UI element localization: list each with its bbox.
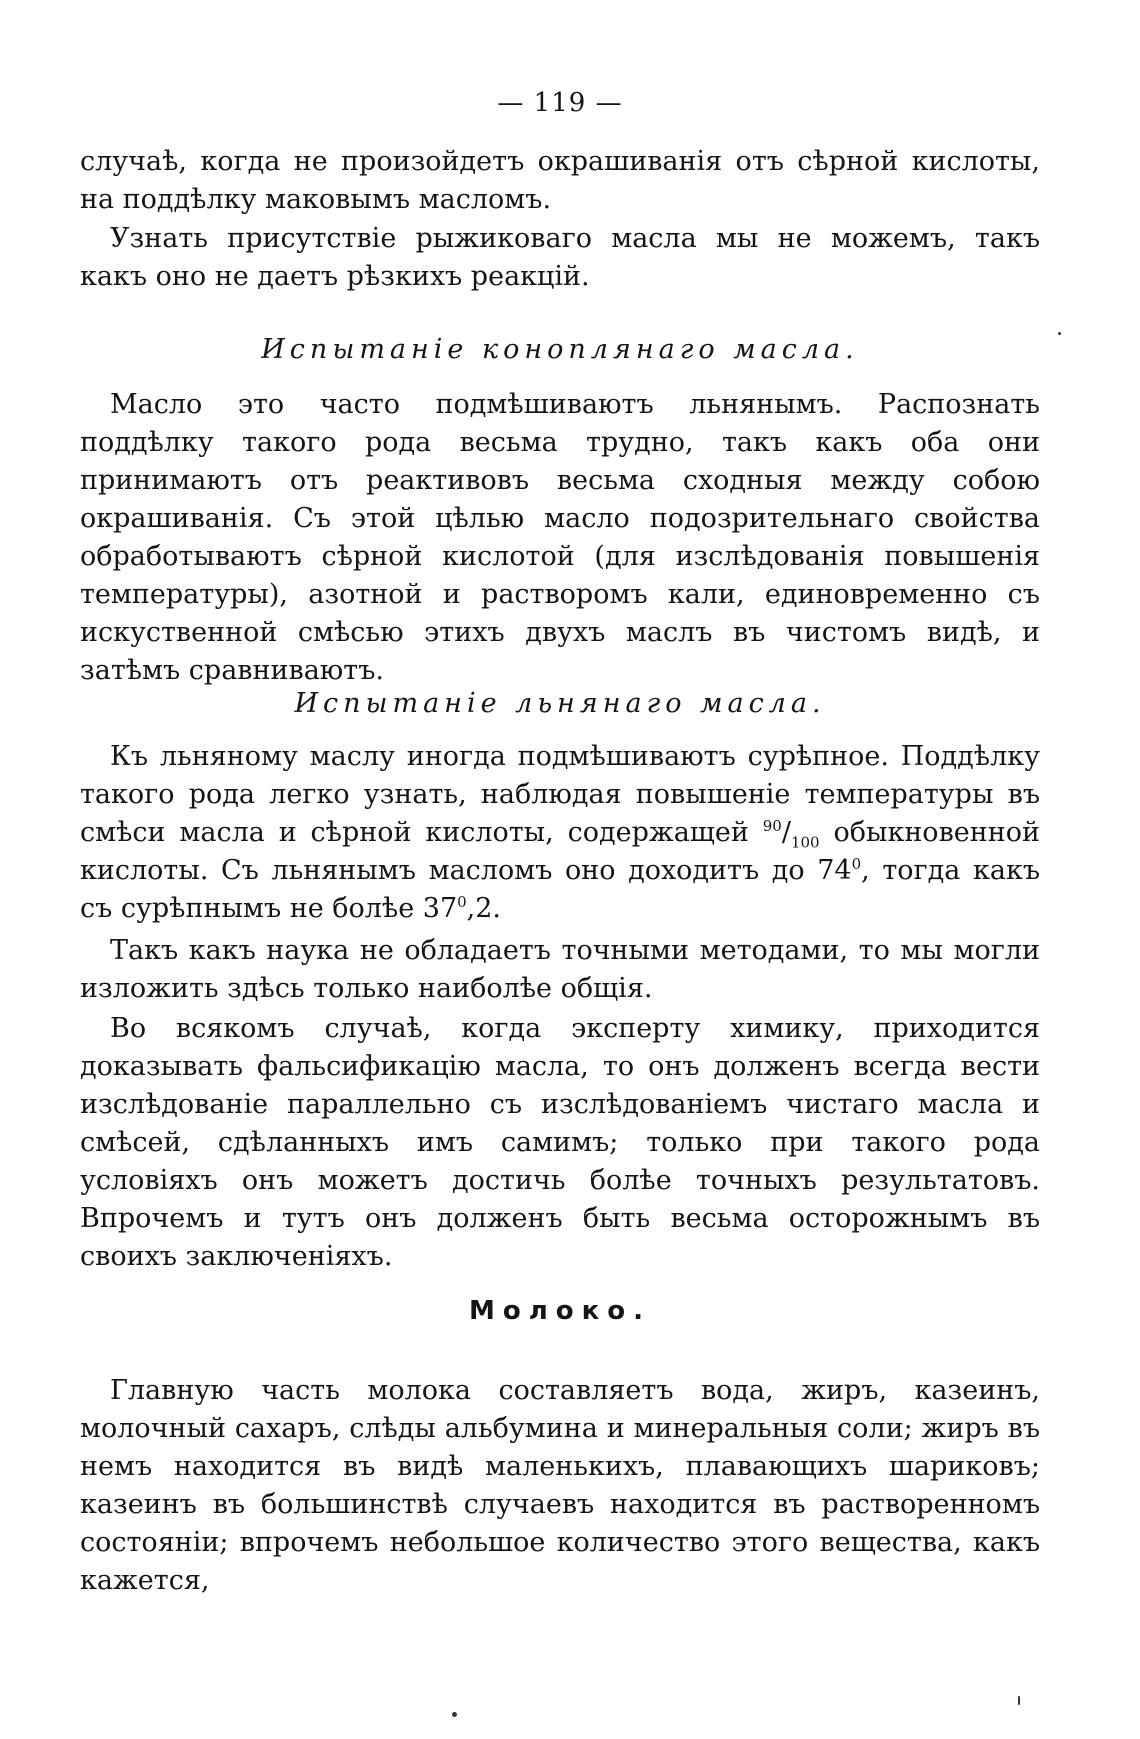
paragraph-text: Узнать присутствіе рыжиковаго масла мы не можемъ, такъ какъ оно не даетъ рѣзкихъ реакцій. [80,223,1040,292]
paragraph-text: Къ льняному маслу иногда подмѣшиваютъ сурѣпное. Поддѣлку такого рода легко узнать, наблюдая повышеніе температуры въ смѣси масла и сѣрной кислоты, содержащей $^{90}/_{100}$ обыкновенной кислоты. Съ льнянымъ масломъ оно доходитъ до $74^0$, тогда какъ съ сурѣпнымъ не болѣе $37^0,2$. [80,741,1040,924]
degree-mark: 0 [851,855,862,873]
paragraph-text: Во всякомъ случаѣ, когда эксперту химику, приходится доказывать фальсификацію масла, то онъ долженъ всегда вести изслѣдованіе параллельно съ изслѣдованіемъ чистаго масла и смѣсей, сдѣланныхъ имъ самимъ; только при такого рода условіяхъ онъ можетъ достичь болѣе точныхъ результатовъ. Впрочемъ и тутъ онъ долженъ быть весьма осторожнымъ въ своихъ заключеніяхъ. [80,1013,1040,1272]
heading-linseed-oil-test: Испытаніе льнянаго масла. [294,688,826,719]
fraction-numerator: 90 [762,817,782,835]
paragraph-text: Такъ какъ наука не обладаетъ точными методами, то мы могли изложить здѣсь только наиболѣе общія. [80,935,1040,1004]
text-segment: ,2. [466,893,502,924]
text-segment: обыкновенной кислоты. Съ льнянымъ масломъ оно доходитъ до 74 [80,817,1040,886]
paragraph-linseed-oil [80,738,1040,928]
text-segment: , тогда какъ съ сурѣпнымъ не болѣе 37 [80,855,1040,924]
paragraph-text: Масло это часто подмѣшиваютъ льнянымъ. Распознать поддѣлку такого рода весьма трудно, такъ какъ оба они принимаютъ отъ реактивовъ весьма сходныя между собою окрашиванія. Съ этой цѣлью масло подозрительнаго свойства обработываютъ сѣрной кислотой (для изслѣдованія повышенія температуры), азотной и растворомъ кали, единовременно съ искуственной смѣсью этихъ двухъ маслъ въ чистомъ видѣ, и затѣмъ сравниваютъ. [80,389,1040,686]
paragraph-milk-composition [80,1372,1040,1600]
book-page [80,0,1040,1739]
paragraph-continuation [80,143,1040,219]
heading-milk: Молоко. [468,1296,652,1326]
paragraph-hemp-oil [80,386,1040,690]
paragraph-text: Главную часть молока составляетъ вода, жиръ, казеинъ, молочный сахаръ, слѣды альбумина и минеральныя соли; жиръ въ немъ находится въ видѣ маленькихъ, плавающихъ шариковъ; казеинъ въ большинствѣ случаевъ находится въ растворенномъ состояніи; впрочемъ небольшое количество этого вещества, какъ кажется, [80,1375,1040,1596]
print-speck [1018,1696,1020,1705]
paragraph-text: случаѣ, когда не произойдетъ окрашиванія отъ сѣрной кислоты, на поддѣлку маковымъ масломъ. [80,146,1040,215]
print-speck [1058,332,1061,335]
paragraph-ryzhik-oil [80,220,1040,296]
text-segment: Къ льняному маслу иногда подмѣшиваютъ сурѣпное. Поддѣлку такого рода легко узнать, наблюдая повышеніе температуры въ смѣси масла и сѣрной кислоты, содержащей [80,741,1040,848]
print-speck [452,1712,457,1717]
degree-mark: 0 [457,893,467,911]
paragraph-expert-advice [80,1010,1040,1276]
fraction-denominator: 100 [790,833,820,852]
page-number: — 119 — [497,88,623,118]
heading-hemp-oil-test: Испытаніе коноплянаго масла. [261,334,859,365]
paragraph-science-methods [80,932,1040,1008]
